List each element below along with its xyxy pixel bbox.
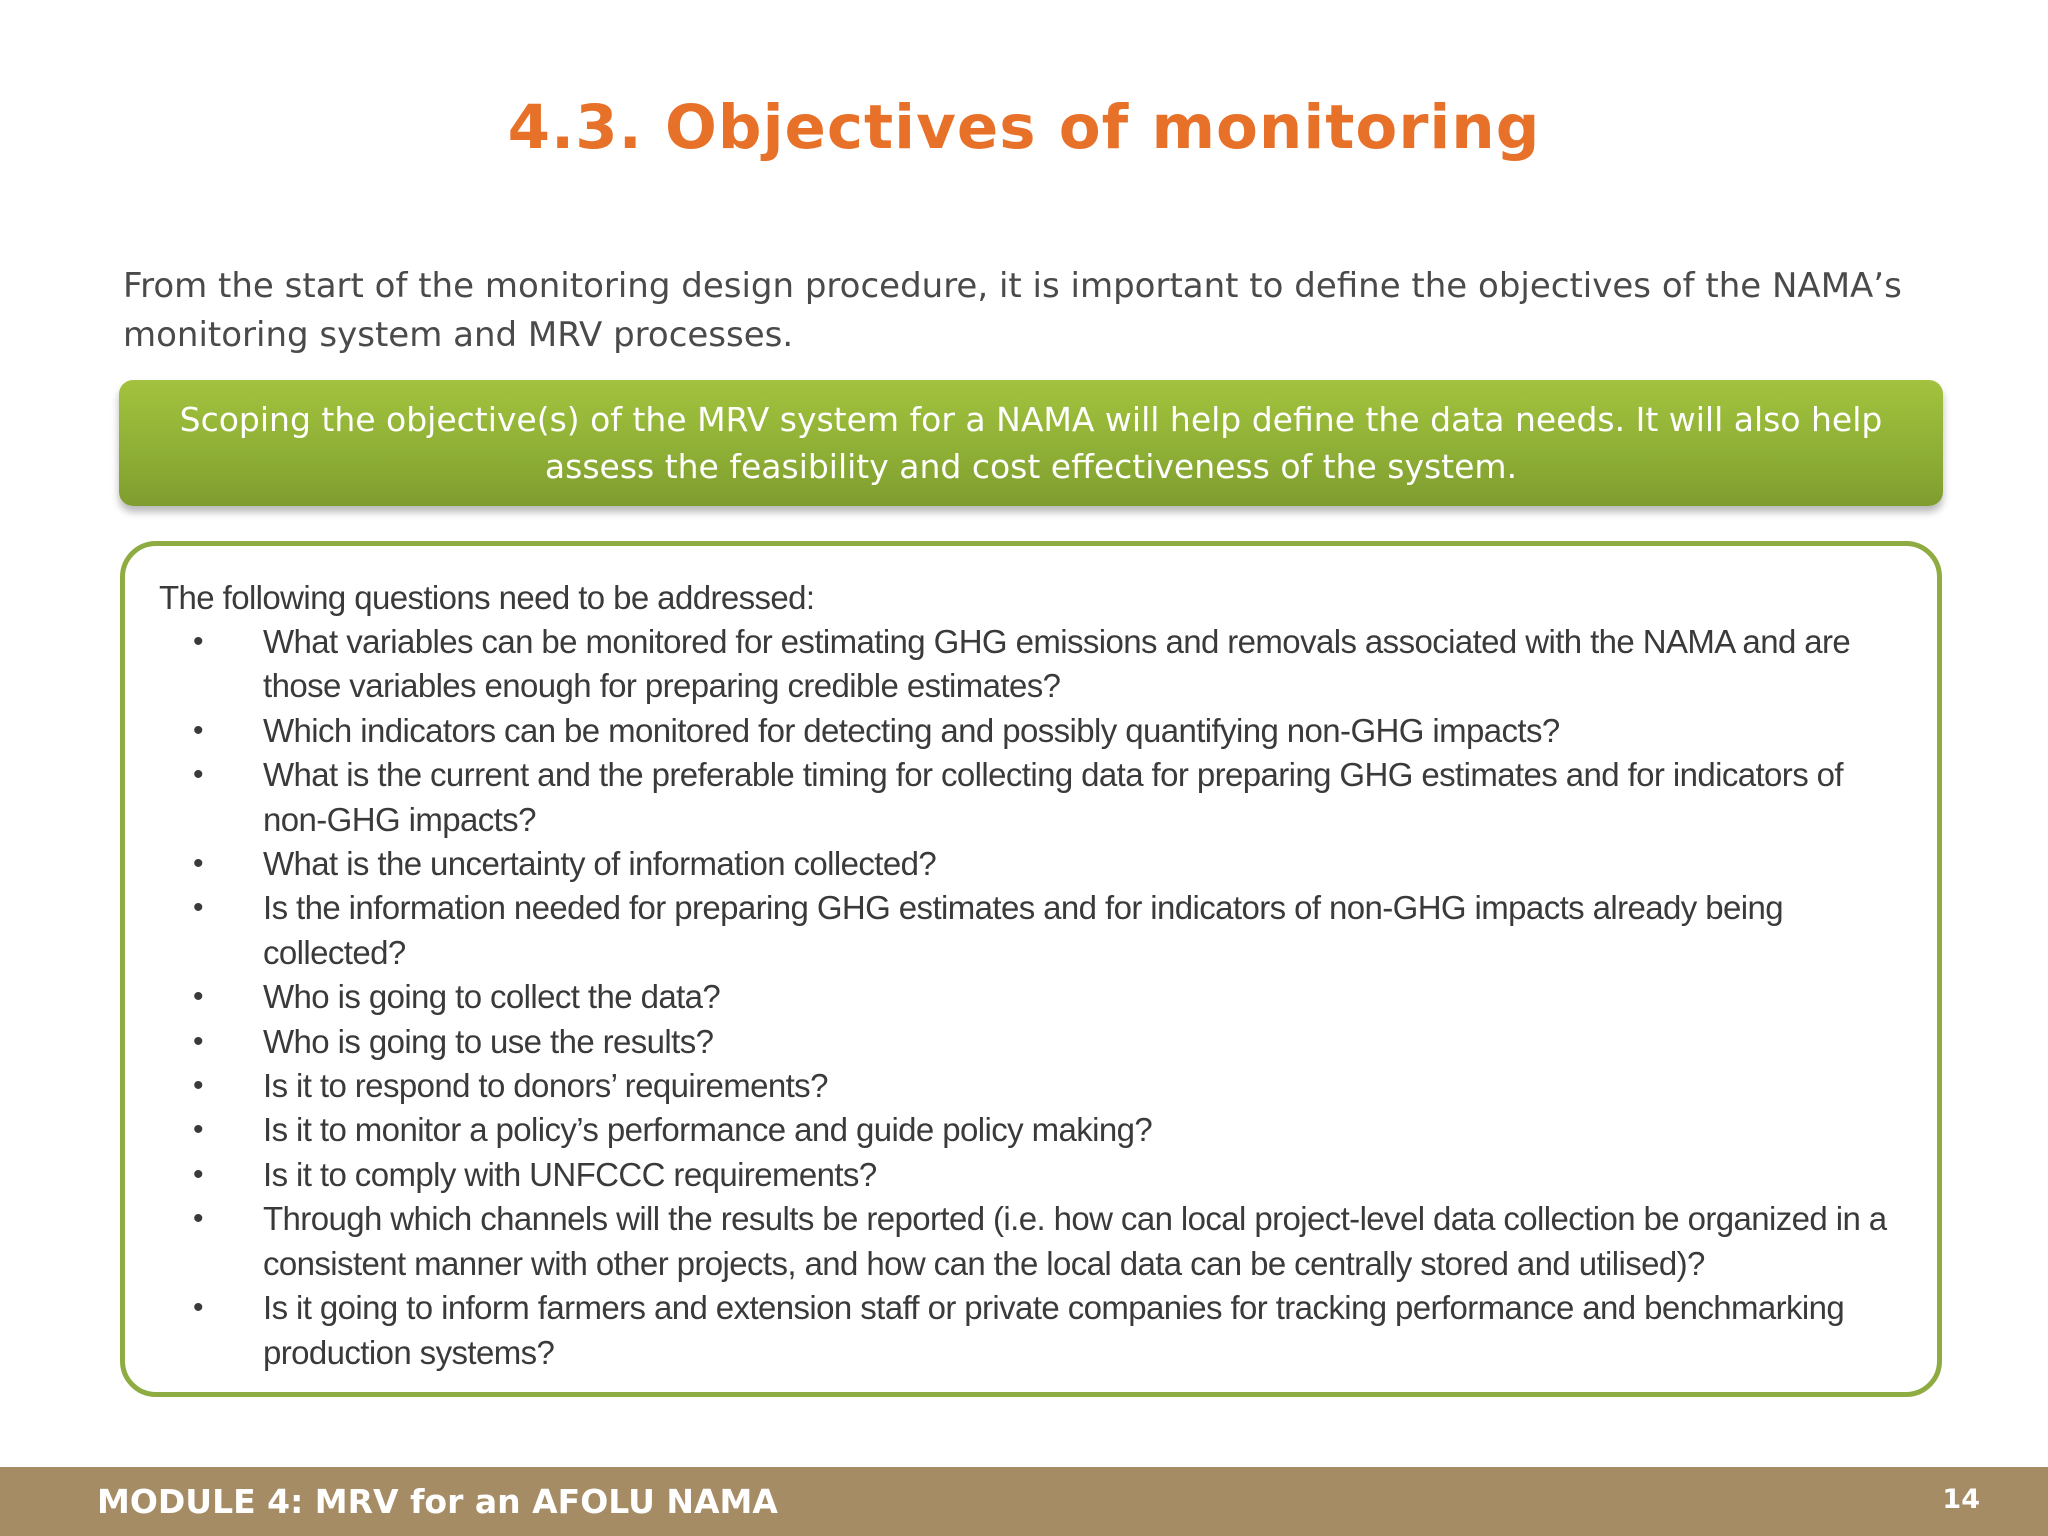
question-line: consistent manner with other projects, and how can the local data can be centrally stored and utilised)? xyxy=(263,1244,1705,1282)
questions-list xyxy=(159,620,1919,1375)
question-line: Who is going to collect the data? xyxy=(263,978,721,1016)
footer-bar xyxy=(0,1467,2048,1536)
question-line: Who is going to use the results? xyxy=(263,1022,714,1060)
intro-line: monitoring system and MRV processes. xyxy=(123,315,794,355)
bullet-icon: • xyxy=(193,758,203,792)
questions-intro: The following questions need to be addressed: xyxy=(159,579,815,616)
bullet-icon: • xyxy=(193,1157,203,1191)
bullet-icon: • xyxy=(193,713,203,747)
intro-line: From the start of the monitoring design procedure, it is important to define the objectives of the NAMA’s xyxy=(123,266,1902,306)
bullet-icon: • xyxy=(193,891,203,925)
key-message-banner xyxy=(119,380,1943,506)
list-item xyxy=(159,620,1919,709)
banner-line: assess the feasibility and cost effectiveness of the system. xyxy=(544,447,1518,486)
page-number: 14 xyxy=(1942,1484,1980,1515)
question-line: What is the uncertainty of information collected? xyxy=(263,845,937,883)
bullet-icon: • xyxy=(193,1024,203,1058)
bullet-icon: • xyxy=(193,1291,203,1325)
bullet-icon: • xyxy=(193,625,203,658)
question-line: non-GHG impacts? xyxy=(263,800,536,838)
questions-box xyxy=(120,541,1942,1397)
bullet-icon: • xyxy=(193,1113,203,1147)
list-item xyxy=(159,1020,1919,1064)
list-item xyxy=(159,1197,1919,1286)
list-item xyxy=(159,753,1919,842)
list-item xyxy=(159,886,1919,975)
question-line: Is it going to inform farmers and extension staff or private companies for tracking performance and benchmarking xyxy=(263,1289,1845,1327)
banner-line: Scoping the objective(s) of the MRV system for a NAMA will help define the data needs. It will also help xyxy=(179,400,1883,439)
list-item xyxy=(159,842,1919,886)
question-line: Is the information needed for preparing GHG estimates and for indicators of non-GHG impacts already being xyxy=(263,889,1783,927)
question-line: Is it to comply with UNFCCC requirements? xyxy=(263,1155,877,1193)
bullet-icon: • xyxy=(193,847,203,881)
slide-title: 4.3. Objectives of monitoring xyxy=(507,92,1541,163)
list-item xyxy=(159,1108,1919,1152)
bullet-icon: • xyxy=(193,1069,203,1103)
list-item xyxy=(159,1064,1919,1108)
list-item xyxy=(159,1153,1919,1197)
list-item xyxy=(159,1286,1919,1375)
list-item xyxy=(159,975,1919,1019)
question-line: those variables enough for preparing credible estimates? xyxy=(263,667,1061,705)
question-line: What is the current and the preferable timing for collecting data for preparing GHG estimates and for indicators of xyxy=(263,756,1843,794)
question-line: Which indicators can be monitored for detecting and possibly quantifying non-GHG impacts? xyxy=(263,711,1560,749)
question-line: Through which channels will the results be reported (i.e. how can local project-level data collection be organized in a xyxy=(263,1200,1887,1238)
intro-paragraph xyxy=(123,262,1923,360)
question-line: collected? xyxy=(263,933,406,971)
question-line: Is it to respond to donors’ requirements? xyxy=(263,1067,828,1105)
module-title: MODULE 4: MRV for an AFOLU NAMA xyxy=(97,1482,778,1521)
bullet-icon: • xyxy=(193,1202,203,1236)
banner-text xyxy=(180,396,1883,490)
bullet-icon: • xyxy=(193,980,203,1014)
question-line: What variables can be monitored for estimating GHG emissions and removals associated with the NAMA and are xyxy=(263,623,1851,660)
question-line: production systems? xyxy=(263,1333,555,1371)
list-item xyxy=(159,709,1919,753)
question-line: Is it to monitor a policy’s performance and guide policy making? xyxy=(263,1111,1153,1149)
